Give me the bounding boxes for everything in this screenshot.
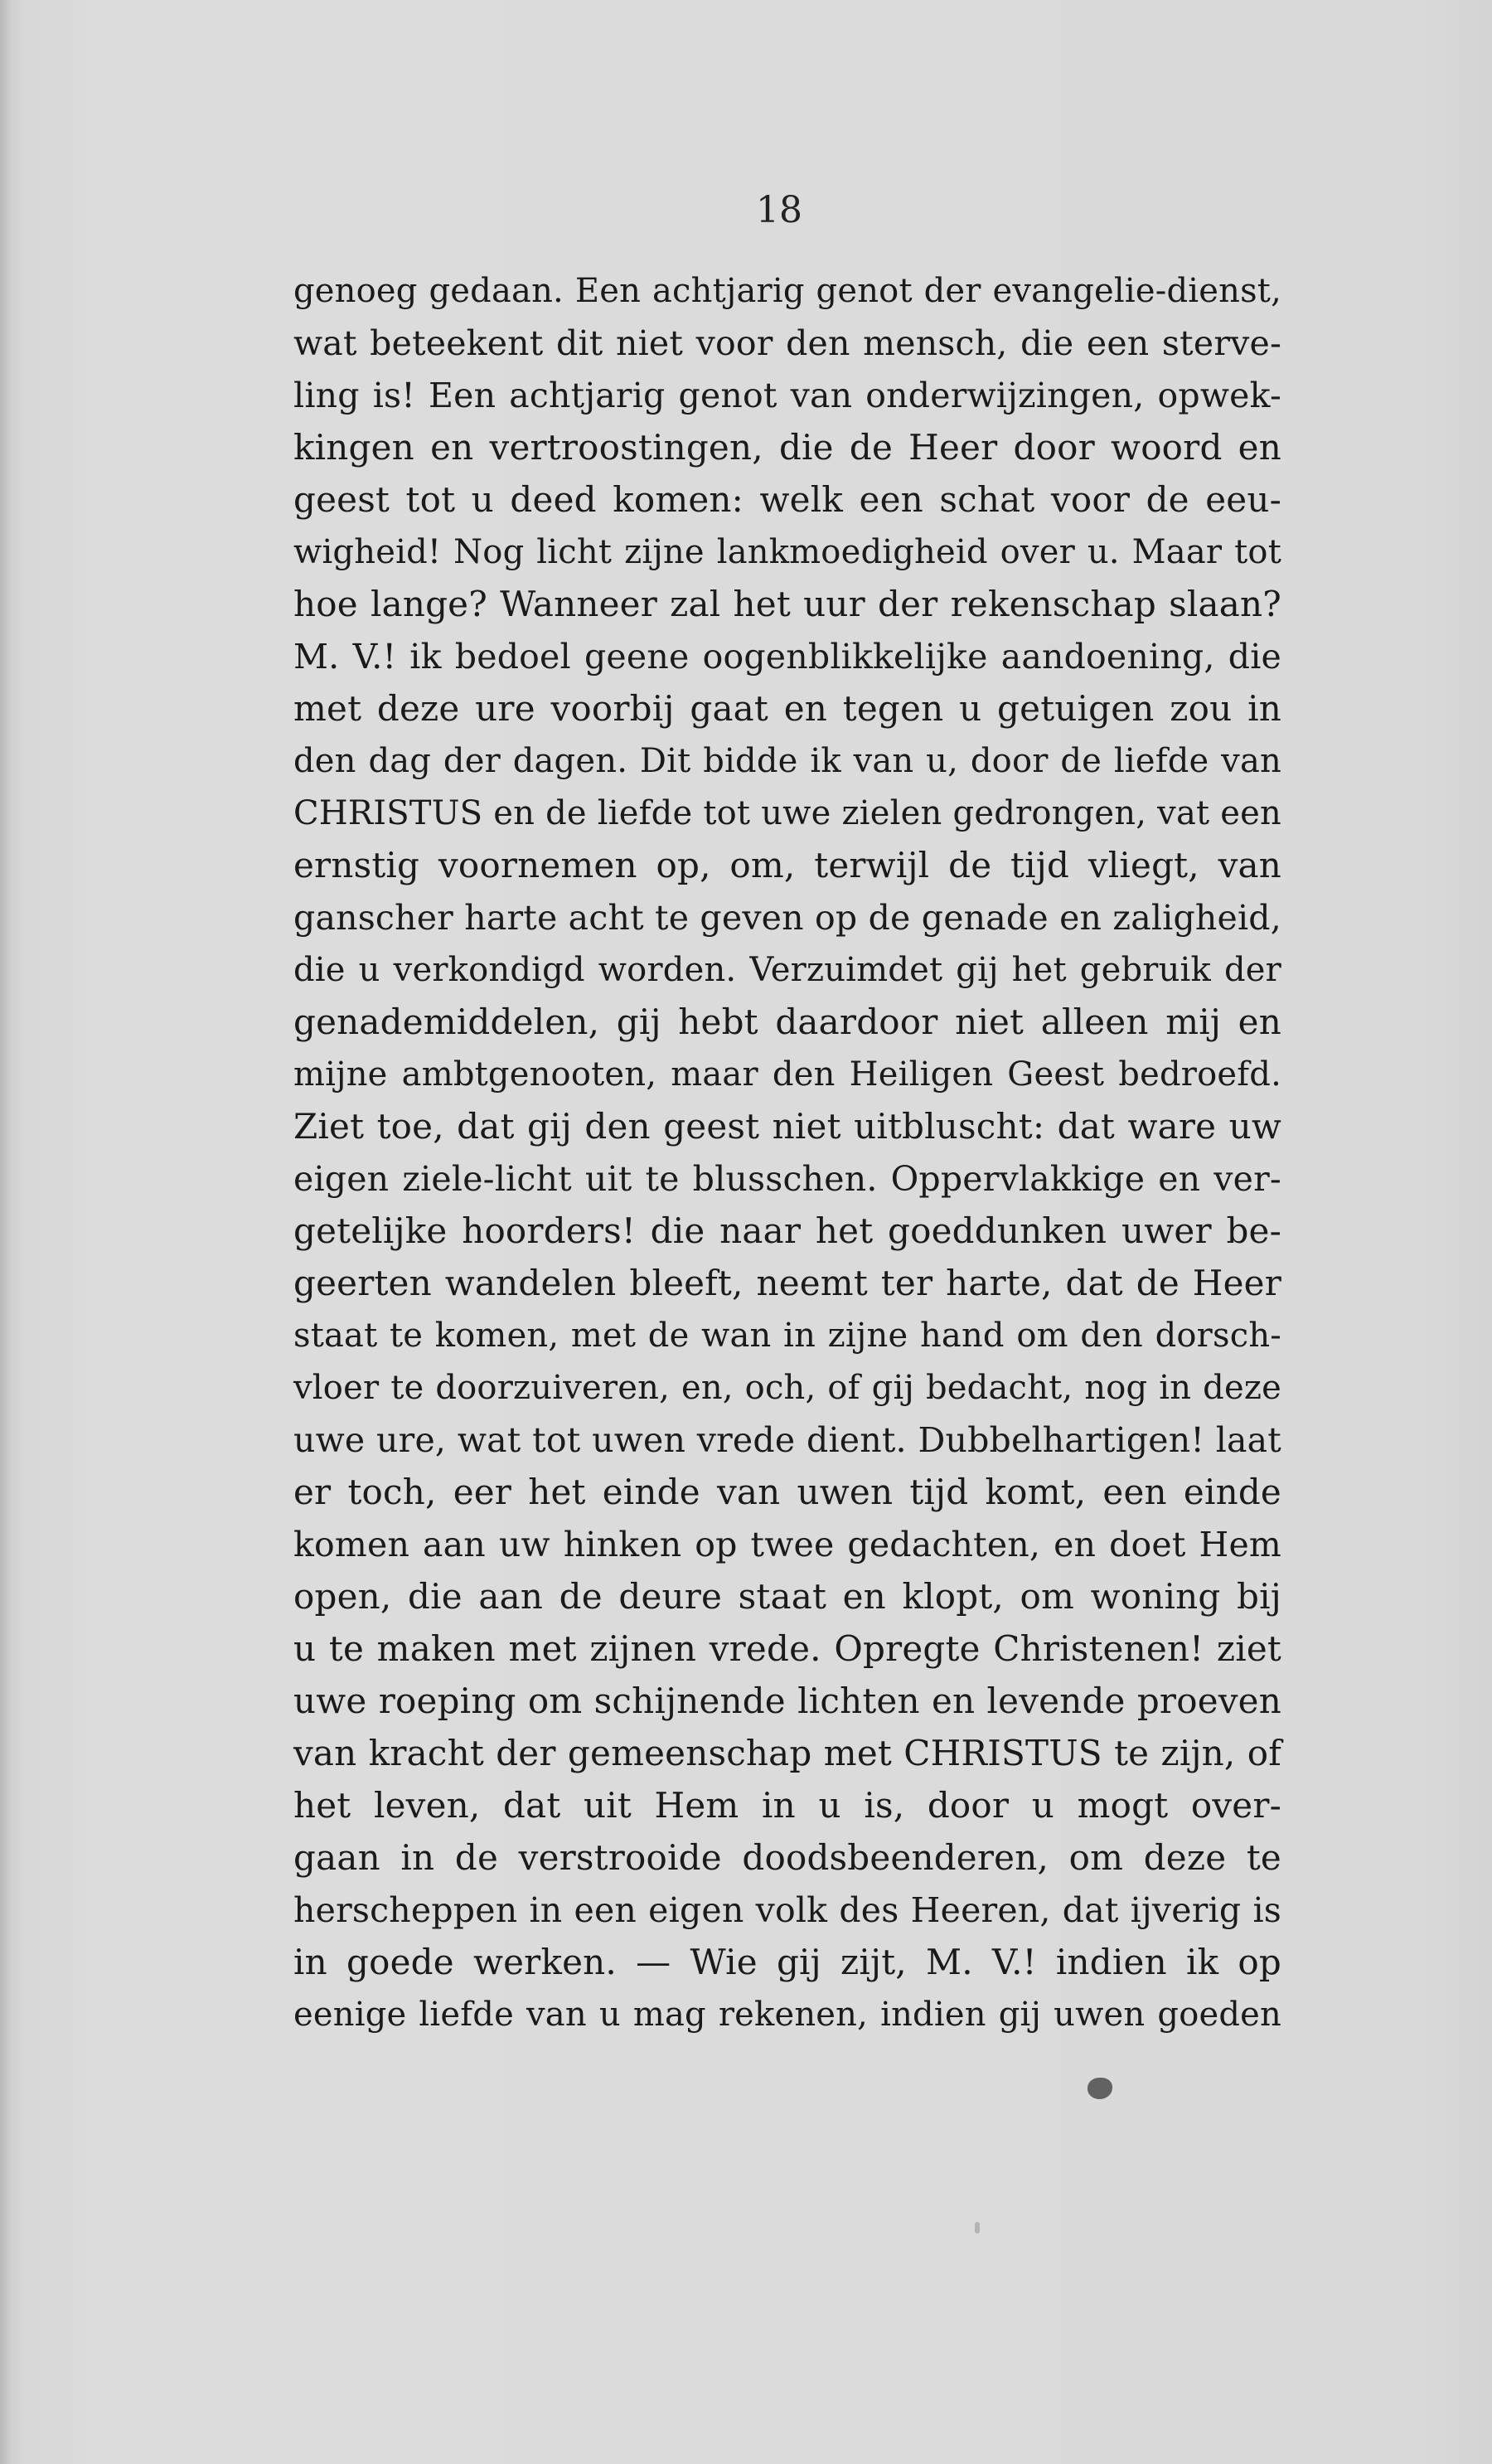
ink-blot <box>1088 2078 1112 2099</box>
text-line: gaan in de verstrooide doodsbeenderen, om deze te <box>293 1837 1281 1878</box>
text-line: eenige liefde van u mag rekenen, indien gij uwen goeden <box>293 1996 1281 2034</box>
text-line: staat te komen, met de wan in zijne hand om den dorsch- <box>293 1317 1281 1355</box>
text-line: wat beteekent dit niet voor den mensch, die een sterve- <box>293 323 1281 363</box>
text-line: in goede werken. — Wie gij zijt, M. V.! indien ik op <box>293 1942 1281 1982</box>
text-line: vloer te doorzuiveren, en, och, of gij bedacht, nog in deze <box>293 1369 1281 1407</box>
text-line: het leven, dat uit Hem in u is, door u mogt over- <box>293 1785 1281 1826</box>
text-line: geest tot u deed komen: welk een schat voor de eeu- <box>293 479 1281 520</box>
text-line: er toch, eer het einde van uwen tijd komt, een einde <box>293 1472 1281 1512</box>
binding-edge <box>0 0 12 2464</box>
text-line: den dag der dagen. Dit bidde ik van u, door de liefde van <box>293 742 1281 780</box>
text-line: ganscher harte acht te geven op de genade en zaligheid, <box>293 898 1281 938</box>
text-line: herscheppen in een eigen volk des Heeren, dat ijverig is <box>293 1890 1281 1930</box>
text-line: ernstig voornemen op, om, terwijl de tijd vliegt, van <box>293 845 1281 885</box>
text-line: die u verkondigd worden. Verzuimdet gij het gebruik der <box>293 951 1281 989</box>
text-line: komen aan uw hinken op twee gedachten, en doet Hem <box>293 1525 1281 1564</box>
page-number: 18 <box>756 189 802 231</box>
text-line: open, die aan de deure staat en klopt, om woning bij <box>293 1576 1281 1617</box>
text-line: M. V.! ik bedoel geene oogenblikkelijke aandoening, die <box>293 637 1281 677</box>
text-line: uwe roeping om schijnende lichten en levende proeven <box>293 1681 1281 1721</box>
text-line: eigen ziele-licht uit te blusschen. Oppervlakkige en ver- <box>293 1159 1281 1199</box>
text-line: u te maken met zijnen vrede. Opregte Christenen! ziet <box>293 1628 1281 1669</box>
text-line: Ziet toe, dat gij den geest niet uitbluscht: dat ware uw <box>293 1106 1281 1147</box>
paper-speck <box>975 2222 980 2234</box>
text-line: wigheid! Nog licht zijne lankmoedigheid over u. Maar tot <box>293 533 1281 571</box>
text-line: genoeg gedaan. Een achtjarig genot der evangelie-dienst, <box>293 272 1281 310</box>
text-line: getelijke hoorders! die naar het goeddunken uwer be- <box>293 1210 1281 1251</box>
text-line: CHRISTUS en de liefde tot uwe zielen gedrongen, vat een <box>293 794 1281 832</box>
text-line: uwe ure, wat tot uwen vrede dient. Dubbelhartigen! laat <box>293 1420 1281 1460</box>
text-line: van kracht der gemeenschap met CHRISTUS te zijn, of <box>293 1733 1281 1773</box>
text-line: met deze ure voorbij gaat en tegen u getuigen zou in <box>293 688 1281 729</box>
text-line: mijne ambtgenooten, maar den Heiligen Geest bedroefd. <box>293 1055 1281 1094</box>
text-line: hoe lange? Wanneer zal het uur der rekenschap slaan? <box>293 584 1281 624</box>
text-line: genademiddelen, gij hebt daardoor niet alleen mij en <box>293 1002 1281 1042</box>
text-line: ling is! Een achtjarig genot van onderwijzingen, opwek- <box>293 376 1281 415</box>
text-line: kingen en vertroostingen, die de Heer door woord en <box>293 427 1281 468</box>
text-line: geerten wandelen bleeft, neemt ter harte, dat de Heer <box>293 1263 1281 1303</box>
